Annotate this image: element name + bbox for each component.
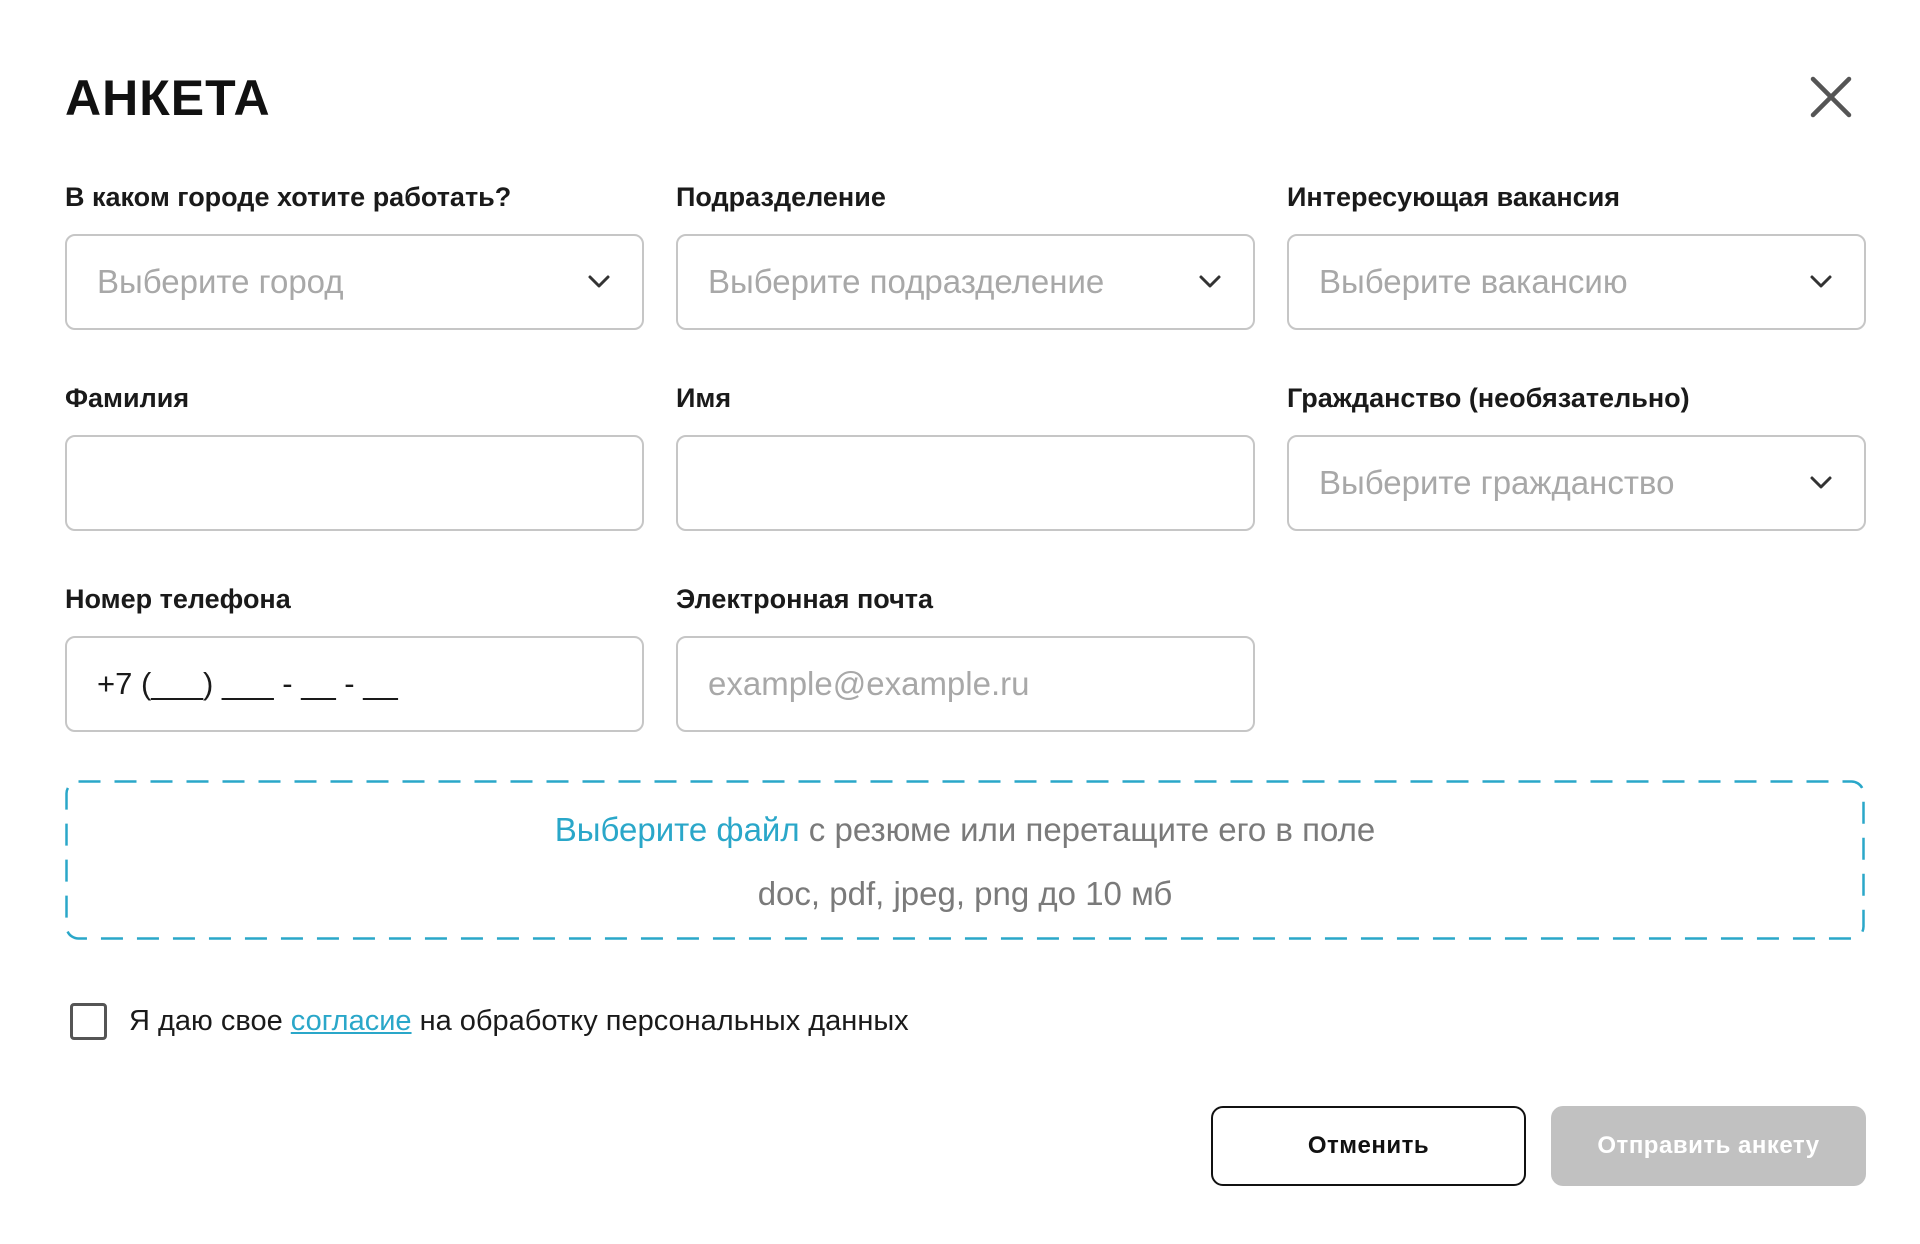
choose-file-link[interactable]: Выберите файл: [554, 811, 800, 848]
city-select[interactable]: [65, 234, 644, 330]
dropzone-text: с резюме или перетащите его в поле: [799, 811, 1376, 848]
email-input[interactable]: [676, 636, 1255, 732]
department-select[interactable]: [676, 234, 1255, 330]
phone-value: +7 (___) ___ - __ - __: [97, 666, 398, 701]
phone-label: Номер телефона: [65, 584, 291, 614]
phone-input[interactable]: [65, 636, 644, 732]
consent-row: [70, 1003, 909, 1040]
citizenship-placeholder: Выберите гражданство: [1319, 464, 1675, 501]
email-placeholder: example@example.ru: [708, 665, 1030, 702]
submit-button[interactable]: Отправить анкету: [1551, 1106, 1866, 1186]
dropzone-formats: doc, pdf, jpeg, png до 10 мб: [757, 875, 1173, 912]
consent-text-before: Я даю свое: [129, 1005, 291, 1037]
citizenship-label: Гражданство (необязательно): [1287, 383, 1690, 413]
surname-label: Фамилия: [65, 383, 190, 413]
name-input[interactable]: [676, 435, 1255, 531]
consent-link[interactable]: согласие: [290, 1005, 412, 1037]
vacancy-placeholder: Выберите вакансию: [1319, 263, 1628, 300]
consent-text-after: на обработку персональных данных: [411, 1005, 909, 1037]
email-label: Электронная почта: [676, 584, 934, 614]
consent-text: [129, 1005, 909, 1038]
citizenship-select[interactable]: [1287, 435, 1866, 531]
dropzone-instruction: [65, 810, 1865, 850]
chevron-down-icon: [1808, 269, 1834, 295]
consent-checkbox[interactable]: [70, 1003, 107, 1040]
city-placeholder: Выберите город: [97, 263, 344, 300]
chevron-down-icon: [1808, 470, 1834, 496]
page-title: АНКЕТА: [65, 70, 271, 126]
close-button[interactable]: [1806, 72, 1856, 122]
vacancy-label: Интересующая вакансия: [1287, 182, 1621, 212]
vacancy-select[interactable]: [1287, 234, 1866, 330]
resume-dropzone[interactable]: [65, 780, 1865, 940]
department-label: Подразделение: [676, 182, 886, 212]
city-label: В каком городе хотите работать?: [65, 182, 512, 212]
close-icon: [1806, 72, 1856, 122]
chevron-down-icon: [1197, 269, 1223, 295]
cancel-button[interactable]: Отменить: [1211, 1106, 1526, 1186]
chevron-down-icon: [586, 269, 612, 295]
dropzone-border: [65, 780, 1865, 940]
department-placeholder: Выберите подразделение: [708, 263, 1105, 300]
name-label: Имя: [676, 383, 732, 413]
surname-input[interactable]: [65, 435, 644, 531]
